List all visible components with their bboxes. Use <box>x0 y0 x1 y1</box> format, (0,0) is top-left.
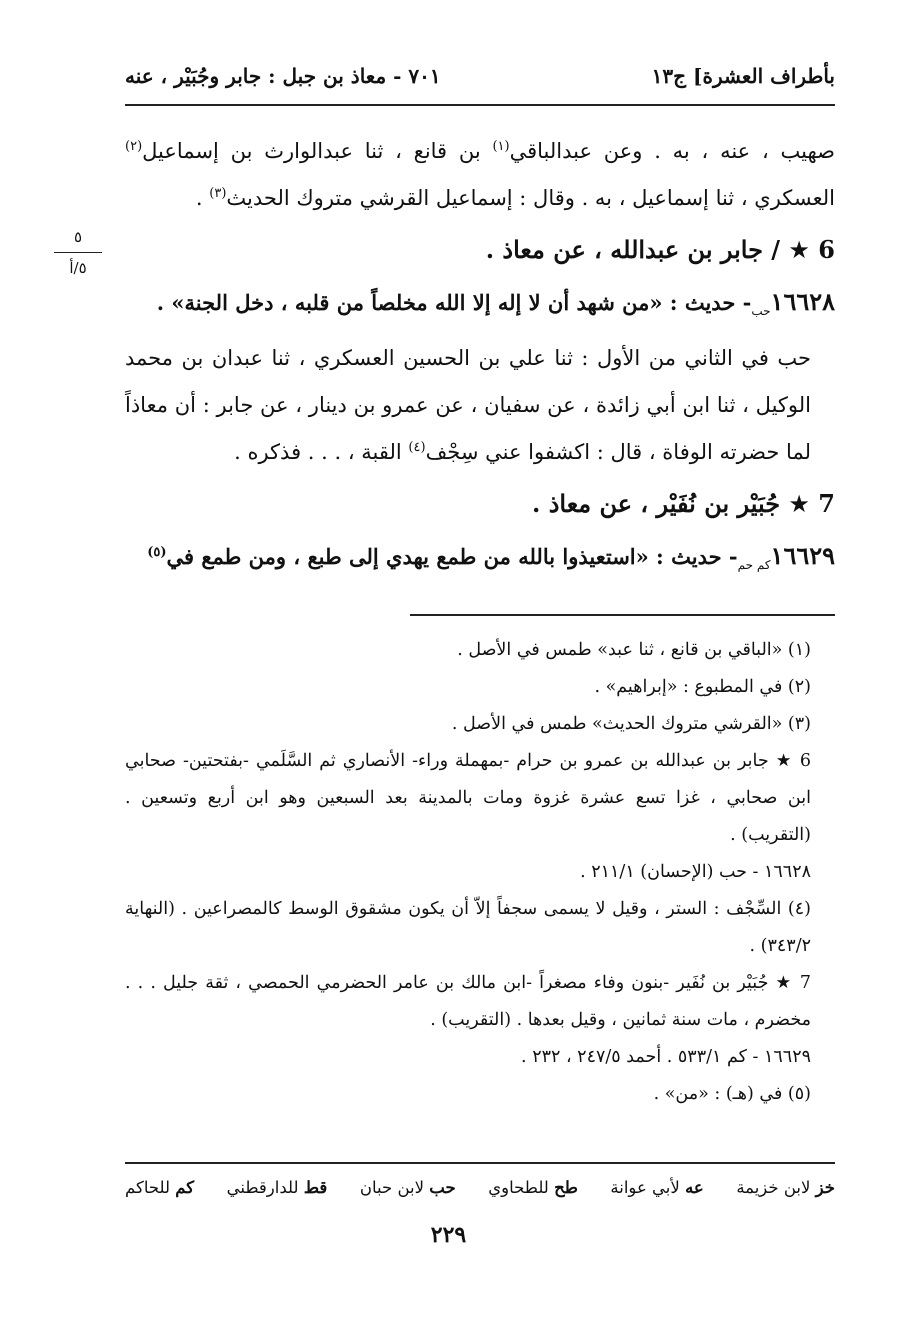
text-run: بن قانع ، ثنا عبدالوارث بن إسماعيل <box>142 139 493 163</box>
narrator-heading-6 <box>125 224 835 276</box>
text-run: العسكري ، ثنا إسماعيل ، به . وقال : إسماعيل القرشي متروك الحديث <box>226 186 835 210</box>
text-run: القبة ، . . . فذكره . <box>234 440 409 465</box>
key-abbr: حب <box>429 1177 456 1197</box>
heading-number: 7 <box>818 489 835 519</box>
star-icon: ★ <box>788 236 810 264</box>
running-head <box>125 58 835 94</box>
key-item <box>125 1178 194 1197</box>
star-icon: ★ <box>775 973 793 993</box>
hadith-text: - حديث : «من شهد أن لا إله إلا الله مخلصاً من قلبه ، دخل الجنة» . <box>156 290 752 315</box>
reference-16628: ١٦٦٢٨ - حب (الإحسان) ٢١١/١ . <box>580 862 811 882</box>
text-run: حب في الثاني من الأول : ثنا علي بن الحسين العسكري ، ثنا عبدان بن محمد الوكيل ، ثنا ابن أبي زائدة ، عن سفيان ، عن عمرو بن دينار ، عن جابر : أن معاذاً لما حضرته الوفاة ، قال : اكشفوا عني سِجْف <box>125 346 811 465</box>
hadith-siglum: حب <box>751 304 771 319</box>
bio-number: 7 <box>799 973 811 993</box>
bio-text: جابر بن عبدالله بن عمرو بن حرام -بمهملة وراء- الأنصاري ثم السَّلَمي -بفتحتين- صحابي ابن صحابي ، غزا تسع عشرة غزوة ومات بالمدينة بعد السبعين وهو ابن أربع وتسعين . (التقريب) . <box>125 751 811 845</box>
bio-number: 6 <box>799 751 811 771</box>
margin-note-rule <box>54 252 102 253</box>
key-abbr: قط <box>303 1177 328 1197</box>
text-run: . <box>195 186 210 210</box>
hadith-16629 <box>125 532 835 589</box>
key-abbr: كم <box>175 1177 195 1197</box>
footnote-ref-1[interactable]: (١) <box>492 139 510 154</box>
footnote-ref-3[interactable]: (٣) <box>209 186 227 201</box>
key-item <box>610 1178 703 1197</box>
footnote-1: (١) «الباقي بن قانع ، ثنا عبد» طمس في الأصل . <box>457 640 811 660</box>
footnotes <box>125 632 835 1113</box>
reference-16629: ١٦٦٢٩ - كم ٥٣٣/١ . أحمد ٢٤٧/٥ ، ٢٣٢ . <box>521 1047 811 1067</box>
narrator-bio-7 <box>125 965 835 1039</box>
key-abbr: خز <box>815 1177 835 1197</box>
key-name: لأبي عوانة <box>610 1177 680 1197</box>
star-icon: ★ <box>775 751 793 771</box>
key-item <box>488 1178 578 1197</box>
running-head-book-title: بأطراف العشرة] ج١٣ <box>651 64 835 88</box>
running-head-section: ٧٠١ - معاذ بن جبل : جابر وجُبَيْر ، عنه <box>125 64 441 88</box>
footnote-ref-5[interactable]: (٥) <box>147 545 167 561</box>
main-text <box>125 128 835 589</box>
header-rule <box>125 104 835 106</box>
heading-text: / جابر بن عبدالله ، عن معاذ . <box>485 235 781 264</box>
hadith-16628 <box>125 278 835 335</box>
key-name: للدارقطني <box>226 1177 299 1197</box>
continuation-paragraph <box>125 128 835 222</box>
margin-note-bottom: ٥/أ <box>69 259 87 277</box>
key-abbr: عه <box>685 1177 704 1197</box>
star-icon: ★ <box>788 490 810 519</box>
heading-text: جُبَيْر بن نُفَيْر ، عن معاذ . <box>531 489 781 519</box>
key-name: للطحاوي <box>488 1177 549 1197</box>
margin-note <box>52 228 104 277</box>
footnote-ref-2[interactable]: (٢) <box>125 139 143 154</box>
abbreviation-key <box>125 1170 835 1204</box>
footnote-2: (٢) في المطبوع : «إبراهيم» . <box>594 677 811 697</box>
key-rule <box>125 1162 835 1164</box>
hadith-text: - حديث : «استعيذوا بالله من طمع يهدي إلى طبع ، ومن طمع في <box>166 544 738 570</box>
hadith-number: ١٦٦٢٨ <box>770 287 835 316</box>
footnote-separator <box>410 614 835 616</box>
margin-note-top: ٥ <box>73 228 83 246</box>
text-run: صهيب ، عنه ، به . وعن عبدالباقي <box>509 139 835 163</box>
key-name: لابن خزيمة <box>736 1177 811 1197</box>
key-abbr: طح <box>554 1177 578 1197</box>
key-name: للحاكم <box>125 1177 171 1197</box>
heading-number: 6 <box>818 235 835 264</box>
bio-text: جُبَيْر بن نُفَير -بنون وفاء مصغراً -ابن مالك بن عامر الحضرمي الحمصي ، ثقة جليل . . . مخضرم ، مات سنة ثمانين ، وقيل بعدها . (التقريب) . <box>125 973 811 1030</box>
footnote-4: (٤) السِّجْف : الستر ، وقيل لا يسمى سجفاً إلاّ أن يكون مشقوق الوسط كالمصراعين . (النهاية ٣٤٣/٢) . <box>125 899 811 956</box>
key-item <box>360 1178 456 1197</box>
narrator-bio-6 <box>125 743 835 854</box>
hadith-siglum: كم حم <box>737 558 771 573</box>
key-item <box>736 1178 835 1197</box>
key-item <box>227 1178 328 1197</box>
narrator-heading-7 <box>125 478 835 530</box>
footnote-ref-4[interactable]: (٤) <box>408 440 426 456</box>
key-name: لابن حبان <box>359 1177 425 1197</box>
page-number: ٢٢٩ <box>430 1222 467 1248</box>
footnote-3: (٣) «القرشي متروك الحديث» طمس في الأصل . <box>451 714 811 734</box>
isnad-paragraph <box>125 335 835 476</box>
hadith-number: ١٦٦٢٩ <box>770 541 835 571</box>
footnote-5: (٥) في (هـ) : «من» . <box>653 1084 811 1104</box>
